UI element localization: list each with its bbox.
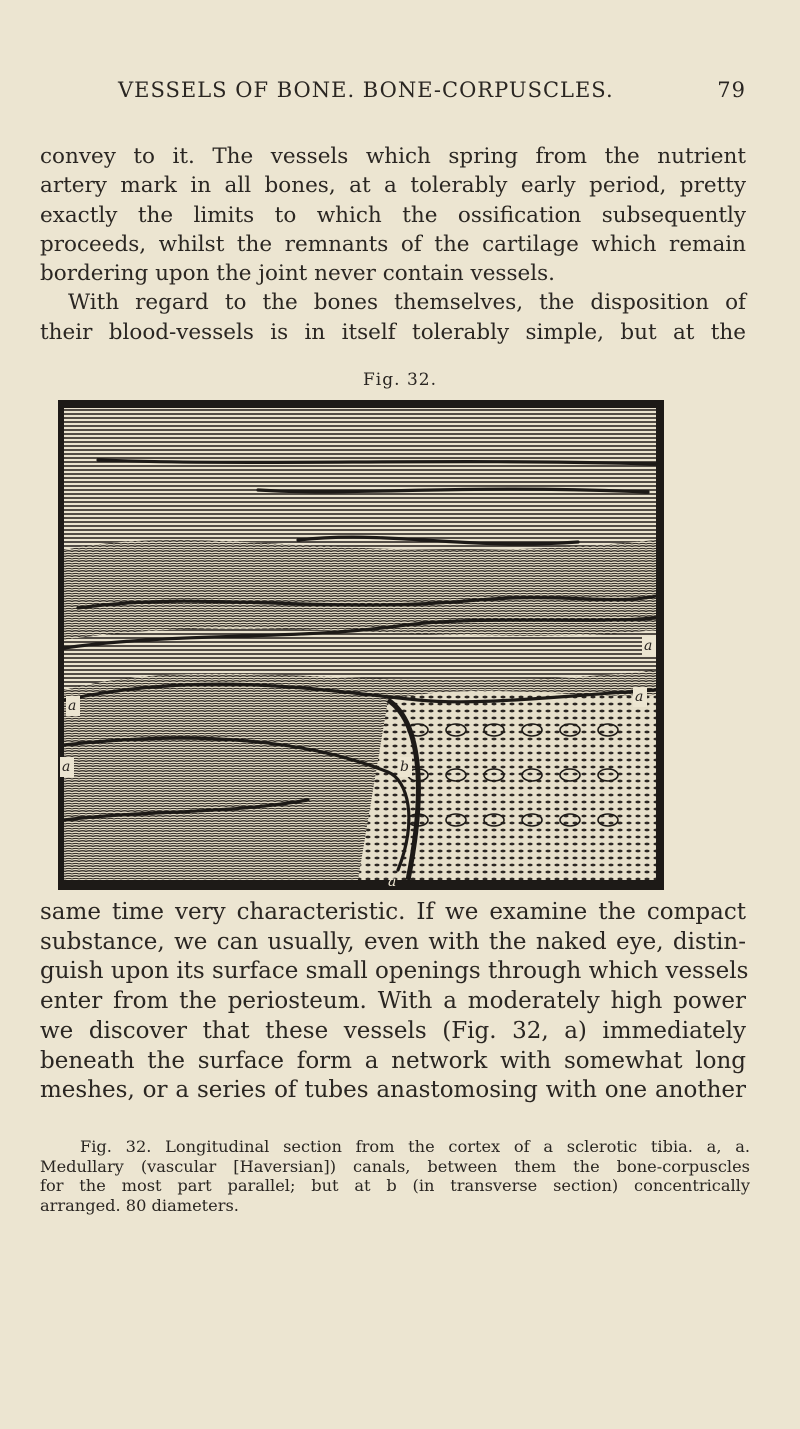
paragraph-top <box>40 142 746 347</box>
caption-line: for the most part parallel; but at b (in transverse section) concentrically <box>40 1176 750 1195</box>
caption-line: Fig. 32. Longitudinal section from the cortex of a sclerotic tibia. a, a. <box>80 1137 750 1156</box>
letter-a-right: a <box>635 689 644 705</box>
running-title: VESSELS OF BONE. BONE-CORPUSCLES. <box>118 78 614 102</box>
lamellae-band <box>64 540 656 640</box>
text-line: we discover that these vessels (Fig. 32, a) immediately <box>40 1017 746 1044</box>
text-line: beneath the surface form a network with somewhat long <box>40 1047 746 1074</box>
text-line: enter from the periosteum. With a moderately high power <box>40 988 746 1015</box>
paragraph-bottom <box>40 898 749 1106</box>
text-line: artery mark in all bones, at a tolerably early period, pretty <box>40 173 746 199</box>
text-line: bordering upon the joint never contain vessels. <box>40 261 555 287</box>
text-line: their blood-vessels is in itself tolerably simple, but at the <box>40 319 746 345</box>
letter-b: b <box>400 759 409 775</box>
text-line: proceeds, whilst the remnants of the cartilage which remain <box>40 231 746 257</box>
letter-a-lower-left: a <box>62 759 71 775</box>
letter-a-left: a <box>68 698 77 714</box>
page-number: 79 <box>717 78 746 102</box>
bone-section-figure <box>58 400 664 890</box>
text-line: exactly the limits to which the ossification subsequently <box>40 202 746 228</box>
figure-label: Fig. 32. <box>363 370 437 390</box>
text-line: With regard to the bones themselves, the disposition of <box>68 290 746 316</box>
caption-line: arranged. 80 diameters. <box>40 1195 239 1215</box>
text-line: convey to it. The vessels which spring from the nutrient <box>40 144 746 169</box>
text-line: same time very characteristic. If we examine the compact <box>40 899 746 925</box>
text-line: guish upon its surface small openings through which vessels <box>40 958 749 985</box>
running-header <box>40 78 746 112</box>
text-line: meshes, or a series of tubes anastomosing with one another <box>40 1077 746 1104</box>
caption-line: Medullary (vascular [Haversian]) canals, between them the bone-corpuscles <box>40 1156 750 1176</box>
figure-caption <box>40 1137 750 1215</box>
letter-a-bottom: a <box>388 874 397 890</box>
text-line: substance, we can usually, even with the naked eye, distin- <box>40 928 746 955</box>
letter-a-upper-right: a <box>644 638 653 654</box>
